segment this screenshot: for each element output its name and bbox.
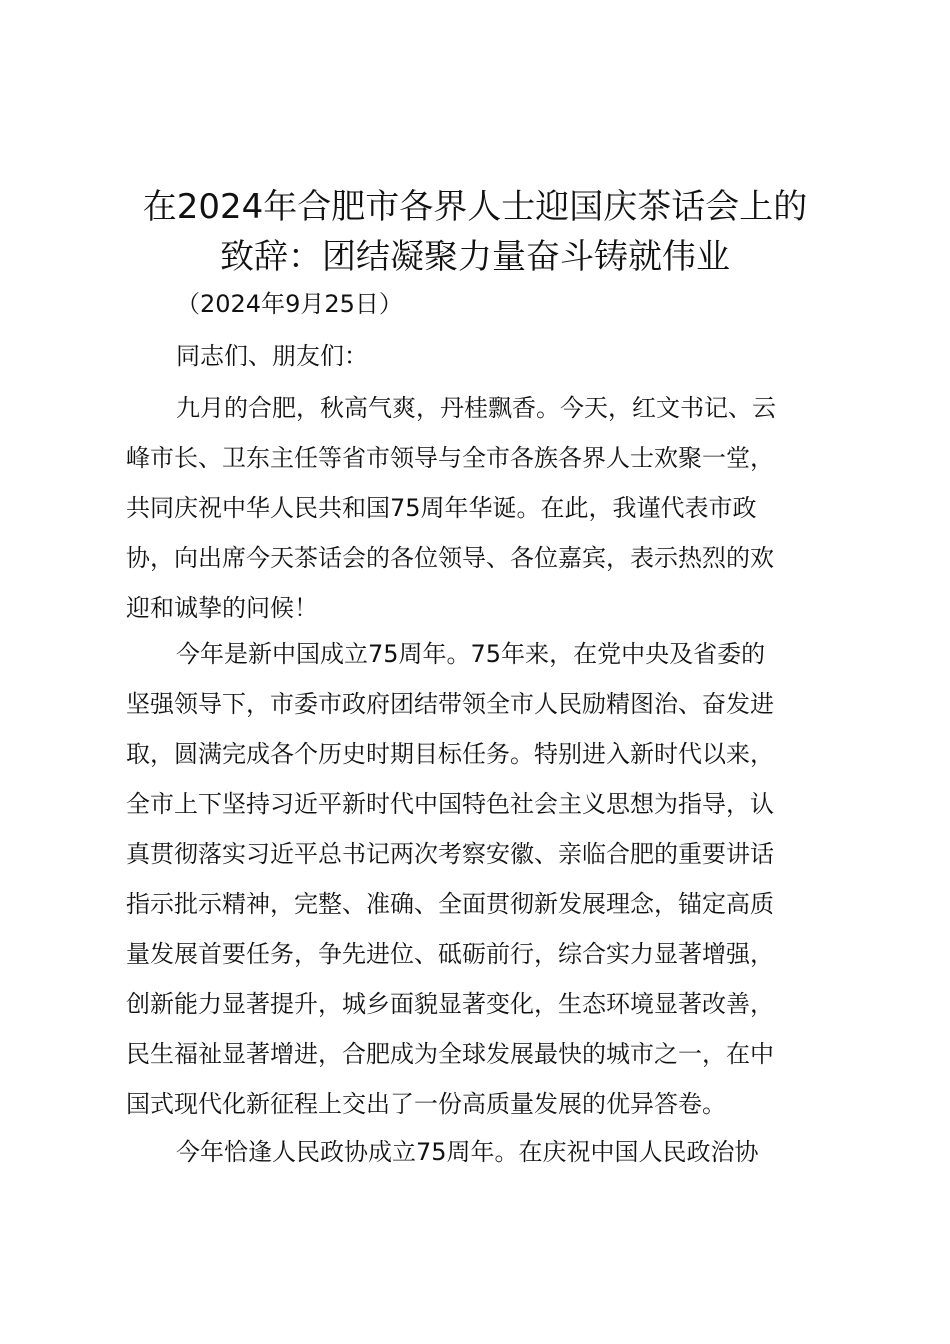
paragraph-line: 民生福祉显著增进，合肥成为全球发展最快的城市之一，在中 [126, 1040, 774, 1068]
paragraph-line: 共同庆祝中华人民共和国75周年华诞。在此，我谨代表市政 [126, 494, 757, 522]
paragraph-line: 创新能力显著提升，城乡面貌显著变化，生态环境显著改善， [126, 990, 774, 1018]
paragraph-2 [126, 629, 836, 1129]
paragraph-3 [126, 1127, 836, 1177]
paragraph-line: 峰市长、卫东主任等省市领导与全市各族各界人士欢聚一堂， [126, 444, 774, 472]
paragraph-line: 国式现代化新征程上交出了一份高质量发展的优异答卷。 [126, 1090, 726, 1118]
paragraph-line: 迎和诚挚的问候！ [126, 594, 318, 622]
paragraph-1 [126, 383, 836, 633]
salutation: 同志们、朋友们： [176, 342, 368, 370]
document-date: （2024年9月25日） [176, 290, 403, 318]
paragraph-line: 量发展首要任务，争先进位、砥砺前行，综合实力显著增强， [126, 940, 774, 968]
paragraph-line: 今年恰逢人民政协成立75周年。在庆祝中国人民政治协 [176, 1138, 759, 1166]
paragraph-line: 全市上下坚持习近平新时代中国特色社会主义思想为指导，认 [126, 790, 774, 818]
title-line-2: 致辞：团结凝聚力量奋斗铸就伟业 [220, 237, 730, 277]
paragraph-line: 九月的合肥，秋高气爽，丹桂飘香。今天，红文书记、云 [176, 394, 776, 422]
paragraph-line: 今年是新中国成立75周年。75年来，在党中央及省委的 [176, 640, 766, 668]
paragraph-line: 真贯彻落实习近平总书记两次考察安徽、亲临合肥的重要讲话 [126, 840, 774, 868]
paragraph-line: 取，圆满完成各个历史时期目标任务。特别进入新时代以来， [126, 740, 774, 768]
document-title [118, 182, 832, 282]
paragraph-line: 坚强领导下，市委市政府团结带领全市人民励精图治、奋发进 [126, 690, 774, 718]
paragraph-line: 协，向出席今天茶话会的各位领导、各位嘉宾，表示热烈的欢 [126, 544, 774, 572]
title-line-1: 在2024年合肥市各界人士迎国庆茶话会上的 [142, 187, 808, 227]
paragraph-line: 指示批示精神，完整、准确、全面贯彻新发展理念，锚定高质 [126, 890, 774, 918]
